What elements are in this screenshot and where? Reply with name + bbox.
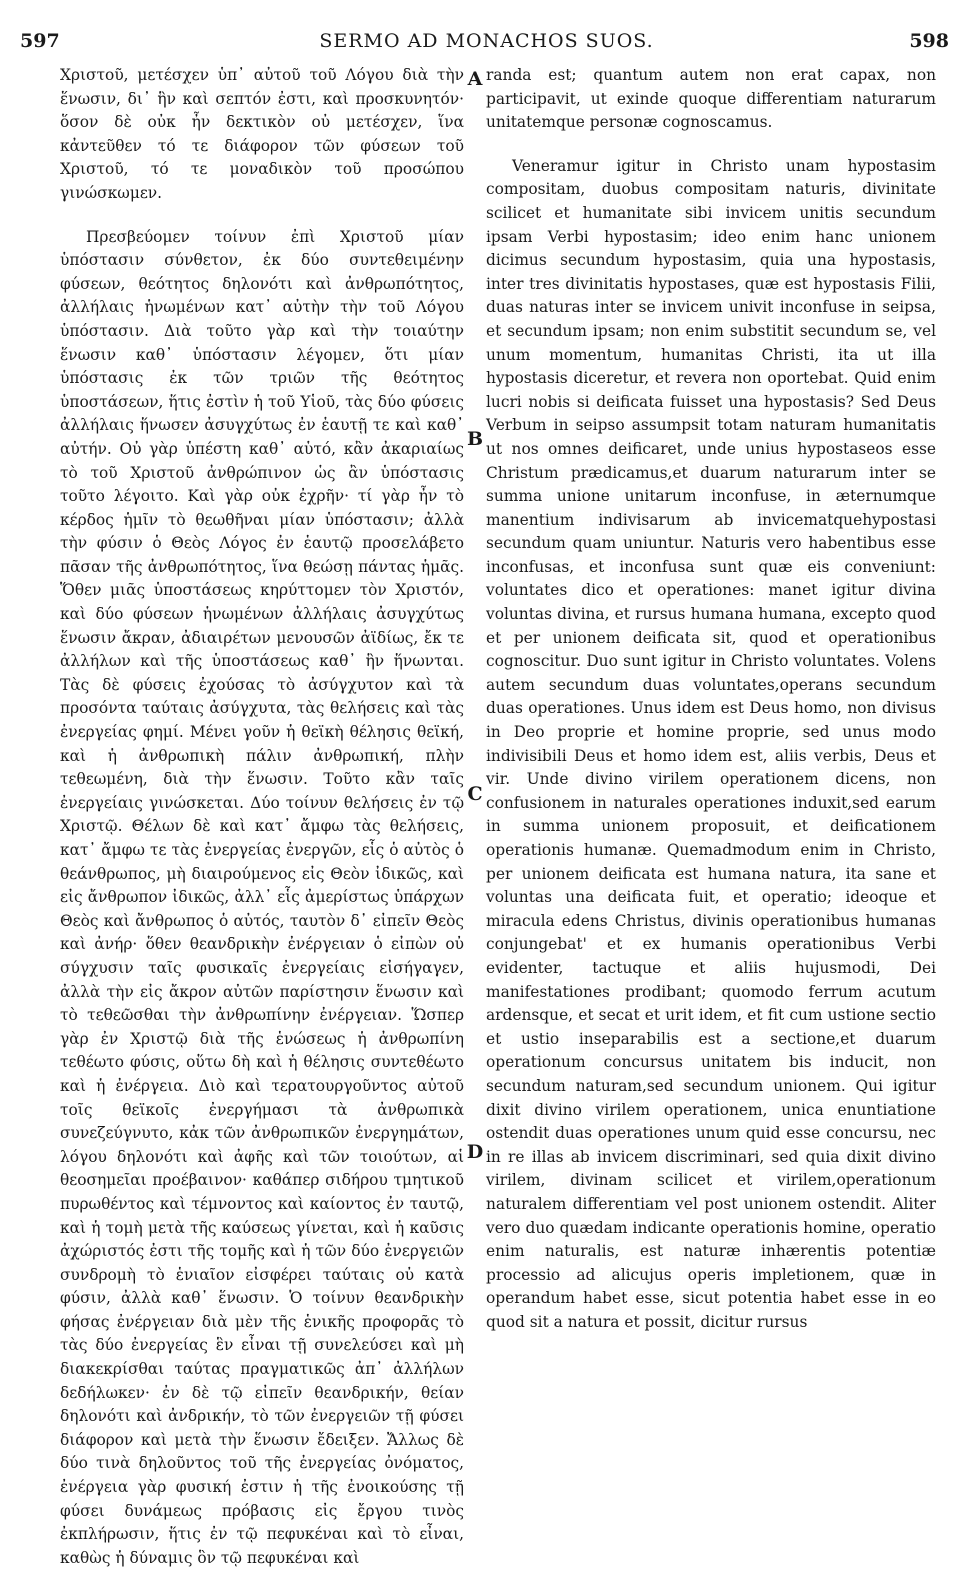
page-header (0, 16, 973, 56)
margin-marker-a: A (467, 68, 483, 90)
latin-paragraph-1: randa est; quantum autem non erat capax, non participavit, ut exinde quoque differentiam naturarum unitatemque personæ cognoscamus. (486, 66, 936, 132)
page-number-right: 598 (909, 30, 949, 52)
margin-marker-d: D (466, 1141, 484, 1163)
page-number-left: 597 (20, 30, 60, 52)
greek-column (60, 64, 464, 1570)
margin-marker-b: B (466, 428, 484, 450)
running-title: SERMO AD MONACHOS SUOS. (319, 30, 654, 52)
latin-column (486, 64, 936, 1334)
greek-paragraph-2: Πρεσβεύομεν τοίνυν ἐπὶ Χριστοῦ μίαν ὑπόστασιν σύνθετον, ἐκ δύο συντεθειμένην φύσεων, θεότητος δηλονότι καὶ ἀνθρωπότητος, ἀλλήλαις ἡνωμένων κατ᾽ αὐτὴν τὴν τοῦ Λόγου ὑπόστασιν. Διὰ τοῦτο γὰρ καὶ τὴν τοιαύτην ἕνωσιν καθ᾽ ὑπόστασιν λέγομεν, ὅτι μίαν ὑπόστασις ἐκ τῶν τριῶν τῆς θεότητος ὑποστάσεων, ἥτις ἐστὶν ἡ τοῦ Υἱοῦ, τὰς δύο φύσεις ἀλλήλαις ἥνωσεν ἀσυγχύτως ἐν ἑαυτῇ τε καὶ καθ᾽ αὐτήν. Οὐ γὰρ ὑπέστη καθ᾽ αὑτό, κἂν ἀκαριαίως τὸ τοῦ Χριστοῦ ἀνθρώπινον ὡς ἂν ὑπόστασις τοῦτο λέγοιτο. Καὶ γὰρ οὐκ ἐχρῆν· τί γὰρ ἦν τὸ κέρδος ἡμῖν τὸ θεωθῆναι μίαν ὑπόστασιν; ἀλλὰ τὴν φύσιν ὁ Θεὸς Λόγος ἐν ἑαυτῷ προσελάβετο πᾶσαν τῆς ἀνθρωπότητος, ἵνα θεώσῃ πάντας ἡμᾶς. Ὅθεν μιᾶς ὑποστάσεως κηρύττομεν τὸν Χριστόν, καὶ δύο φύσεων ἡνωμένων ἀλλήλαις ἀσυγχύτως ἕνωσιν ἄκραν, ἀδιαιρέτων μενουσῶν ἀϊδίως, ἔκ τε ἀλλήλων καὶ τῆς ὑποστάσεως καθ᾽ ἣν ἥνωνται. Τὰς δὲ φύσεις ἐχούσας τὸ ἀσύγχυτον καὶ τὰ προσόντα ταύταις ἀσύγχυτα, τὰς θελήσεις καὶ τὰς ἐνεργείας φημί. Μένει γοῦν ἡ θεϊκὴ θέλησις θεϊκή, καὶ ἡ ἀνθρωπικὴ πάλιν ἀνθρωπική, πλὴν τεθεωμένη, διὰ τὴν ἕνωσιν. Τοῦτο κἂν ταῖς ἐνεργείαις γινώσκεται. Δύο τοίνυν θελήσεις ἐν τῷ Χριστῷ. Θέλων δὲ καὶ κατ᾽ ἄμφω τὰς θελήσεις, κατ᾽ ἄμφω τε τὰς ἐνεργείας ἐνεργῶν, εἷς ὁ αὐτὸς ὁ θεάνθρωπος, μὴ διαιρούμενος εἰς Θεὸν ἰδικῶς, καὶ εἰς ἄνθρωπον ἰδικῶς, ἀλλ᾽ εἷς ἀμερίστως ὑπάρχων Θεὸς καὶ ἄνθρωπος ὁ αὐτός, ταυτὸν δ᾽ εἰπεῖν Θεὸς καὶ ἀνήρ· ὅθεν θεανδρικὴν ἐνέργειαν ὁ εἰπὼν οὐ σύγχυσιν ταῖς φυσικαῖς ἐνεργείαις εἰσήγαγεν, ἀλλὰ τὴν εἰς ἄκρον αὐτῶν παρίστησιν ἕνωσιν καὶ τὸ τεθεῶσθαι τὴν ἀνθρωπίνην ἐνέργειαν. Ὥσπερ γὰρ ἐν Χριστῷ διὰ τῆς ἑνώσεως ἡ ἀνθρωπίνη τεθέωτο φύσις, οὕτω δὴ καὶ ἡ θέλησις συντεθέωτο καὶ ἡ ἐνέργεια. Διὸ καὶ τερατουργοῦντος αὐτοῦ τοῖς θεϊκοῖς ἐνεργήμασι τὰ ἀνθρωπικὰ συνεζεύγνυτο, κἀκ τῶν ἀνθρωπικῶν ἐνεργημάτων, λόγου δηλονότι καὶ ἀφῆς καὶ τῶν τοιούτων, αἱ θεοσημεῖαι προέβαινον· καθάπερ σιδήρου τμητικοῦ πυρωθέντος καὶ τέμνοντος καὶ καίοντος ἐν ταυτῷ, καὶ ἡ τομὴ μετὰ τῆς καύσεως γίνεται, καὶ ἡ καῦσις ἀχώριστός ἐστι τῆς τομῆς καὶ ἡ τῶν δύο ἐνεργειῶν συνδρομὴ τὸ ἑνιαῖον εἰσφέρει ταύταις οὐ κατὰ φύσιν, ἀλλὰ καθ᾽ ἕνωσιν. Ὁ τοίνυν θεανδρικὴν φήσας ἐνέργειαν διὰ μὲν τῆς ἑνικῆς προφορᾶς τὸ τὰς δύο ἐνεργείας ἓν εἶναι τῇ συνελεύσει καὶ μὴ διακεκρίσθαι ταύτας πραγματικῶς ἀπ᾽ ἀλλήλων δεδήλωκεν· ἐν δὲ τῷ εἰπεῖν θεανδρικήν, θείαν δηλονότι καὶ ἀνδρικήν, τὸ τῶν ἐνεργειῶν τῇ φύσει διάφορον καὶ μετὰ τὴν ἕνωσιν ἔδειξεν. Ἄλλως δὲ δύο τινὰ δηλοῦντος τοῦ τῆς ἐνεργείας ὀνόματος, ἐνέργεια γὰρ φυσική ἐστιν ἡ τῆς ἐνοικούσης τῇ φύσει δυνάμεως πρόβασις εἰς ἔργου τινὸς ἐκπλήρωσιν, ἥτις ἐν τῷ πεφυκέναι καὶ τὸ εἶναι, καθὼς ἡ δύναμις ὃν τῷ πεφυκέναι καὶ (60, 227, 464, 1567)
latin-paragraph-2: Veneramur igitur in Christo unam hypostasim compositam, duobus compositam naturis, divinitate scilicet et humanitate sibi invicem unitis secundum ipsam Verbi hypostasim; ideo enim hanc unionem dicimus secundum hypostasim, quia una hypostasis, inter tres divinitatis hypostases, quæ est hypostasis Filii, duas naturas inter se invicem univit inconfuse in seipsa, et secundum ipsam; non enim substitit secundum se, vel unum momentum, humanitas Christi, ita ut illa hypostasis diceretur, et revera non oportebat. Quid enim lucri nobis si deificata fuisset una hypostasis? Sed Deus Verbum in seipso assumpsit totam naturam humanitatis ut nos omnes deificaret, unde unius hypostaseos esse Christum prædicamus,et duarum naturarum inter se summa unione unitarum inconfuse, in æternumque manentium indivisarum ab invicematquehypostasi secundum quam uniuntur. Naturis vero habentibus esse inconfusas, et inconfusa sunt quæ eis conveniunt: voluntates dico et operationes: manet igitur divina voluntas divina, et rursus humana humana, excepto quod et per unionem deificata sit, quod et operationibus cognoscitur. Duo sunt igitur in Christo voluntates. Volens autem secundum duas voluntates,operans secundum duas operationes. Unus idem est Deus homo, non divisus in Deo proprie et homine proprie, sed unus modo indivisibili Deus et homo idem est, aliis verbis, Deus et vir. Unde divino virilem operationem dicens, non confusionem in naturales operationes induxit,sed earum in summa unionem proposuit, et deificationem operationis humanæ. Quemadmodum enim in Christo, per unionem deificata est humana natura, ita sane et voluntas una deificata fuit, et operatio; ideoque et miracula edens Christus, divinis operationibus humanas conjungebat' et ex humanis operationibus Verbi evidenter, tactuque et aliis hujusmodi, Dei manifestationes prodibant; quomodo ferrum acutum ardensque, et secat et urit idem, et fit cum ustione sectio et ustio inseparabilis est a sectione,et duarum operationum concursus unitatem bis inducit, non secundum naturam,sed secundum unionem. Qui igitur dixit divino virilem operationem, unica enuntiatione ostendit duas operationes unum quid esse concursu, nec in re illas ab invicem discriminari, sed quia dixit divino virilem, divinam scilicet et virilem,operationum naturalem differentiam vel post unionem ostendit. Aliter vero duo quædam indicante operationis homine, operatio enim naturalis, est naturæ inhærentis potentiæ processio ad alicujus operis impletionem, quæ in operandum habet esse, sicut potentia habet esse in eo quod sit a natura et possit, dicitur rursus (486, 156, 936, 1331)
greek-paragraph-1: Χριστοῦ, μετέσχεν ὑπ᾽ αὐτοῦ τοῦ Λόγου διὰ τὴν ἕνωσιν, δι᾽ ἣν καὶ σεπτόν ἐστι, καὶ προσκυνητόν· ὅσον δὲ οὐκ ἦν δεκτικὸν οὐ μετέσχεν, ἵνα κἀντεῦθεν τό τε διάφορον τῶν φύσεων τοῦ Χριστοῦ, τό τε μοναδικὸν τοῦ προσώπου γινώσκωμεν. (60, 66, 464, 202)
margin-marker-c: C (467, 783, 483, 805)
